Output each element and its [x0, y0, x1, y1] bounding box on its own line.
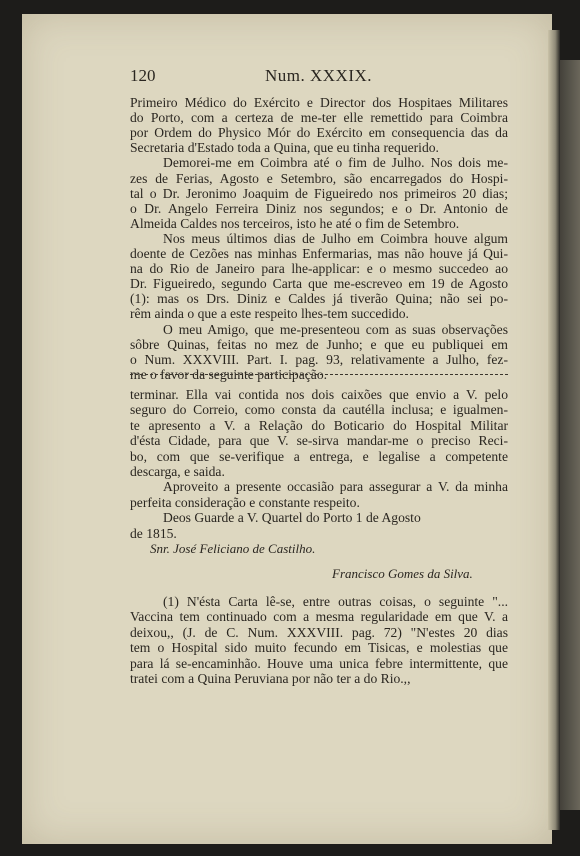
text-line: me o favor da seguinte participação. — [130, 366, 328, 382]
text-line: bo, com que se-verifique a entrega, e legalise a competente — [130, 448, 508, 464]
text-line: (1): mas os Drs. Diniz e Caldes já tiverão Quina; não sei po- — [130, 291, 508, 307]
text-line: Dr. Figueiredo, segundo Carta que me-escreveo em 19 de Agosto — [130, 276, 508, 292]
signature: Francisco Gomes da Silva. — [332, 566, 473, 581]
text-line: Vaccina tem continuado com a mesma regularidade em que V. a — [130, 609, 508, 625]
page-header — [130, 66, 520, 88]
text-line: de 1815. — [130, 525, 177, 541]
text-line: deixou,, (J. de C. Num. XXXVIII. pag. 72) "N'estes 20 dias — [130, 624, 508, 640]
text-line: Nos meus últimos dias de Julho em Coimbra houve algum — [163, 230, 508, 246]
text-line: Demorei-me em Coimbra até o fim de Julho. Nos dois me- — [163, 155, 508, 171]
text-line: descarga, e saida. — [130, 464, 225, 479]
text-line: Deos Guarde a V. Quartel do Porto 1 de Agosto — [163, 510, 421, 526]
text-line: sôbre Quinas, feitas no mez de Junho; e que eu publiquei em — [130, 336, 508, 352]
text-line: perfeita consideração e constante respeito. — [130, 494, 360, 510]
text-line: Secretaria d'Estado toda a Quina, que eu tinha requerido. — [130, 140, 439, 156]
text-line: por Ordem do Physico Mór do Exército em consequencia das da — [130, 125, 508, 141]
text-line: seguro do Correio, como consta da cautélla inclusa; e igualmen- — [130, 402, 508, 418]
page-edge-shadow — [548, 30, 560, 830]
separator-rule — [130, 374, 508, 375]
text-line: Aproveito a presente occasião para assegurar a V. da minha — [163, 479, 508, 495]
text-line: zes de Ferias, Agosto e Setembro, são encarregados do Hospi- — [130, 170, 508, 186]
text-line: Primeiro Médico do Exército e Director dos Hospitaes Militares — [130, 95, 508, 110]
addressee: Snr. José Feliciano de Castilho. — [150, 541, 316, 556]
text-line: tem o Hospital sido muito fecundo em Tisicas, e molestias que — [130, 640, 508, 656]
text-line: (1) N'ésta Carta lê-se, entre outras coisas, o seguinte "... — [163, 594, 508, 609]
text-line: O meu Amigo, que me-presenteou com as suas observações — [163, 321, 508, 337]
text-line: tratei com a Quina Peruviana por não ter a do Rio.,, — [130, 671, 411, 686]
text-line: te apresento a V. a Relação do Boticario do Hospital Militar — [130, 417, 508, 433]
text-line: o Dr. Angelo Ferreira Diniz nos segundos; e o Dr. Antonio de — [130, 200, 508, 216]
text-line: o Num. XXXVIII. Part. I. pag. 93, relativamente a Julho, fez- — [130, 351, 508, 367]
text-line: Almeida Caldes nos terceiros, isto he até o fim de Setembro. — [130, 215, 460, 231]
text-line: tal o Dr. Jeronimo Joaquim de Figueiredo nos primeiros 20 dias; — [130, 185, 508, 201]
text-line: d'ésta Cidade, para que V. se-sirva mandar-me o preciso Reci- — [130, 433, 508, 449]
text-line: doente de Cezões nas minhas Enfermarias, mas não houve já Qui- — [130, 246, 508, 261]
running-head: Num. XXXIX. — [265, 66, 373, 85]
text-line: rêm ainda o que a este respeito lhes-tem succedido. — [130, 306, 409, 322]
text-line: terminar. Ella vai contida nos dois caixões que envio a V. pelo — [130, 387, 508, 402]
text-line: para lá se-encaminhão. Houve uma unica febre intermittente, que — [130, 655, 508, 671]
text-line: do Porto, com a certeza de me-ter elle remettido para Coimbra — [130, 110, 508, 126]
text-line: na do Rio de Janeiro para lhe-applicar: e o mesmo succedeo ao — [130, 261, 508, 277]
page-number: 120 — [130, 66, 156, 85]
